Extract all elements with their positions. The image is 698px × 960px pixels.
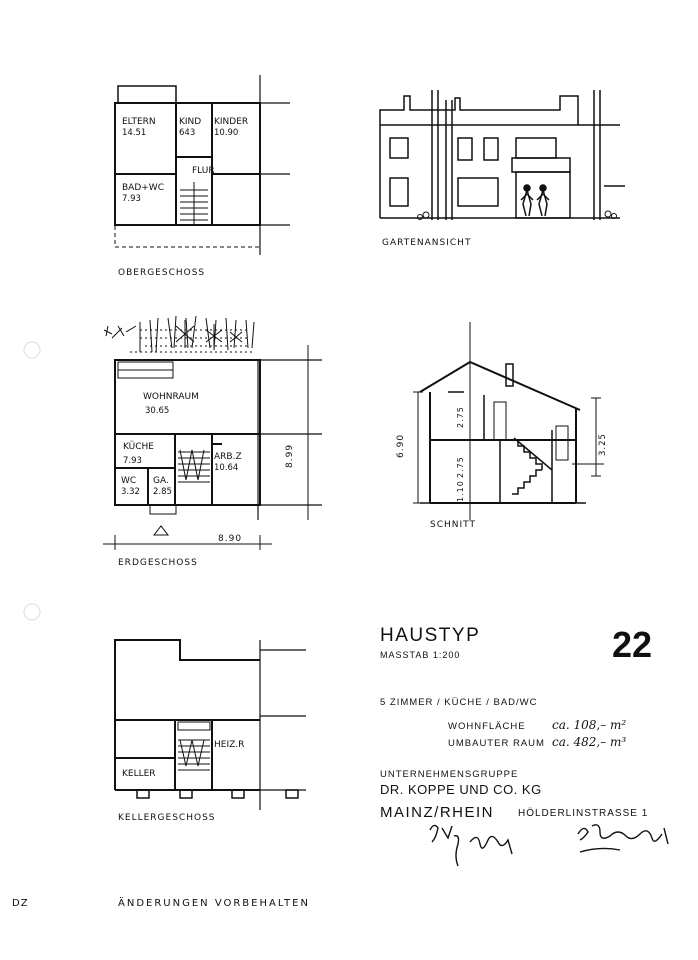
room-area: 10.90	[214, 128, 239, 138]
room-area: 10.64	[214, 463, 239, 473]
volume-value: ca. 482,– m³	[552, 735, 627, 749]
living-area-value: ca. 108,– m²	[552, 718, 627, 732]
room-name: KÜCHE	[123, 442, 154, 452]
room-flur	[192, 166, 215, 177]
room-arbz	[214, 452, 242, 474]
room-eltern	[122, 117, 156, 139]
section-title: SCHNITT	[430, 520, 476, 530]
section-dim-upper: 2.75	[456, 406, 465, 428]
room-wc	[121, 476, 140, 498]
dim-width-label: 8.90	[218, 534, 243, 544]
room-name: KIND	[179, 117, 202, 127]
section-dim-right: 3.25	[598, 433, 608, 456]
section-dim-base: 1.10	[456, 480, 465, 502]
room-kueche	[123, 442, 154, 467]
dim-depth-label: 8.99	[285, 443, 295, 468]
footer-code: DZ	[12, 898, 29, 909]
house-type-number: 22	[612, 624, 653, 665]
rooms-summary: 5 ZIMMER / KÜCHE / BAD/WC	[380, 697, 538, 708]
garden-elevation	[380, 90, 625, 220]
room-keller	[122, 769, 156, 780]
house-type-title: HAUSTYP	[380, 625, 481, 646]
company-name: DR. KOPPE UND CO. KG	[380, 782, 542, 797]
room-area: 3.32	[121, 487, 140, 497]
room-area: 30.65	[145, 406, 170, 416]
room-area: 7.93	[123, 456, 142, 466]
ground-floor-title: ERDGESCHOSS	[118, 558, 198, 568]
room-kind	[179, 117, 201, 139]
room-area: 643	[179, 128, 196, 138]
footer-note: ÄNDERUNGEN VORBEHALTEN	[118, 898, 310, 909]
room-name: HEIZ.R	[214, 740, 245, 750]
room-name: BAD+WC	[122, 183, 164, 193]
upper-floor-title: OBERGESCHOSS	[118, 268, 206, 278]
elevation-title: GARTENANSICHT	[382, 238, 472, 248]
section-dim-ground: 2.75	[456, 456, 465, 478]
section-drawing	[413, 322, 604, 520]
room-name: GA.	[153, 476, 169, 486]
room-kinder	[214, 117, 248, 139]
room-area: 7.93	[122, 194, 141, 204]
room-name: ELTERN	[122, 117, 156, 127]
room-wohnraum	[143, 392, 199, 417]
room-area: 14.51	[122, 128, 147, 138]
company-group-label: UNTERNEHMENSGRUPPE	[380, 769, 519, 780]
room-name: ARB.Z	[214, 452, 242, 462]
room-ga	[153, 476, 172, 498]
basement-plan	[115, 640, 306, 810]
room-name: KINDER	[214, 117, 249, 127]
room-name: WOHNRAUM	[143, 392, 199, 402]
ground-floor-plan	[103, 316, 322, 550]
room-heizr	[214, 740, 244, 751]
basement-title: KELLERGESCHOSS	[118, 813, 216, 823]
scale-label: MASSTAB 1:200	[380, 650, 461, 660]
room-name: KELLER	[122, 769, 156, 779]
section-dim-total: 6.90	[396, 433, 406, 458]
upper-floor-plan	[115, 75, 290, 255]
room-name: WC	[121, 476, 137, 486]
room-name: FLUR	[192, 166, 215, 176]
room-area: 2.85	[153, 487, 172, 497]
room-bad-wc	[122, 183, 164, 205]
company-street: HÖLDERLINSTRASSE 1	[518, 808, 649, 819]
volume-label: UMBAUTER RAUM	[448, 738, 545, 749]
living-area-label: WOHNFLÄCHE	[448, 721, 526, 732]
company-city: MAINZ/RHEIN	[380, 804, 494, 821]
